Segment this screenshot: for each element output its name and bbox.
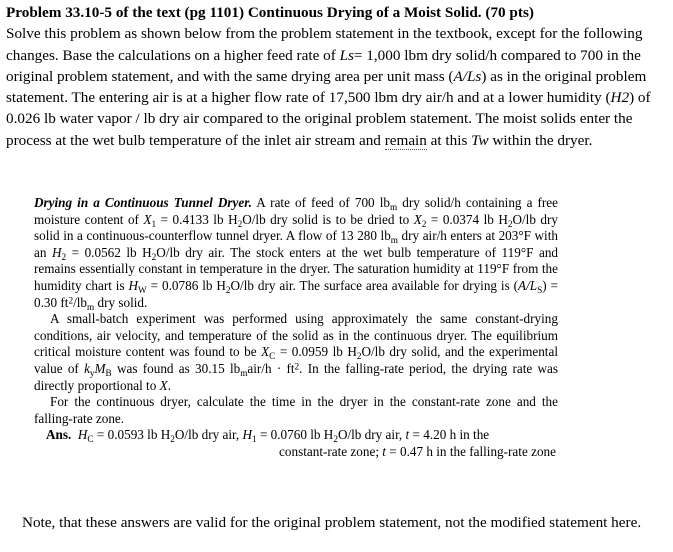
textbook-paragraph-1: Drying in a Continuous Tunnel Dryer. A rate of feed of 700 $lb_m$ dry solid/h containing a free moisture content of $X_1 = 0.4133$ lb $H_2O/lb$ dry solid is to be dried to $X_2 = 0.0374$ lb $H_2O/lb$ dry solid in a continuous-counterflow tunnel dryer. A flow of 13 280 $lb_m$ dry air/h enters at 203°F with an $H_2 = 0.0562$ lb $H_2O/lb$ dry air. The stock enters at the wet bulb temperature of 119°F and remains essentially constant in temperature in the dryer. The saturation humidity at 119°F from the humidity chart is $H_W = 0.0786$ lb $H_2O/lb$ dry air. The surface area available for drying is $(A/L_S) = 0.30$ $ft^2/lb_m$ dry solid. (34, 195, 559, 312)
ls-symbol: Ls (339, 46, 354, 64)
area-ratio-symbol: A/Ls (453, 67, 482, 85)
textbook-heading: Drying in a Continuous Tunnel Dryer. (34, 195, 252, 210)
textbook-paragraph-2: A small-batch experiment was performed using approximately the same constant-drying conditions, air velocity, and temperature of the solid as in the continuous dryer. The equilibrium critical moisture content was found to be $X_C = 0.0959$ lb $H_2O/lb$ dry solid, and the experimental value of $k_yM_B$ was found as 30.15 $lb_mair/h \cdot ft^2$. In the falling-rate period, the drying rate was directly proportional to X. (34, 311, 558, 393)
body-text: ) as in the original problem statement. The entering air is at a higher flow rate of 17,500 lbm dry air/h and at a lower humidity ( (6, 67, 647, 107)
problem-body (6, 23, 668, 151)
remain-word: remain (384, 131, 427, 149)
tw-symbol: Tw (471, 131, 489, 149)
problem-title: Problem 33.10-5 of the text (pg 1101) Continuous Drying of a Moist Solid. (70 pts) (6, 4, 534, 21)
problem-statement (6, 2, 668, 151)
answer-label: Ans. (46, 427, 72, 443)
body-text: Solve this problem as shown below from the problem statement in the textbook, except for the following changes. Base the calculations on a higher feed rate of (6, 25, 643, 64)
h2-symbol: H2 (610, 89, 630, 107)
body-text: ) of 0.026 lb water vapor / lb dry air compared to the original problem statement. The moist solids enter the process at the wet bulb temperature of the inlet air stream and (6, 89, 651, 149)
textbook-excerpt (34, 195, 558, 461)
body-text: within the dryer. (488, 131, 593, 149)
body-text: at this (426, 131, 472, 149)
body-text: = 1,000 lbm dry solid/h compared to 700 in the original problem statement, and with the same drying area per unit mass ( (6, 46, 641, 85)
answer-line-2: constant-rate zone; t = 0.47 h in the falling-rate zone (279, 443, 556, 459)
answer-line-1: Ans. $H_C = 0.0593$ lb $H_2O/lb$ dry air, $H_1 = 0.0760$ lb $H_2O/lb$ dry air, t = 4.20 h in the (46, 427, 490, 445)
note-paragraph (6, 513, 668, 533)
textbook-paragraph-3: For the continuous dryer, calculate the time in the dryer in the constant-rate zone and the falling-rate zone. (34, 394, 558, 426)
note-text: Note, that these answers are valid for the original problem statement, not the modified statement here. (22, 514, 642, 531)
